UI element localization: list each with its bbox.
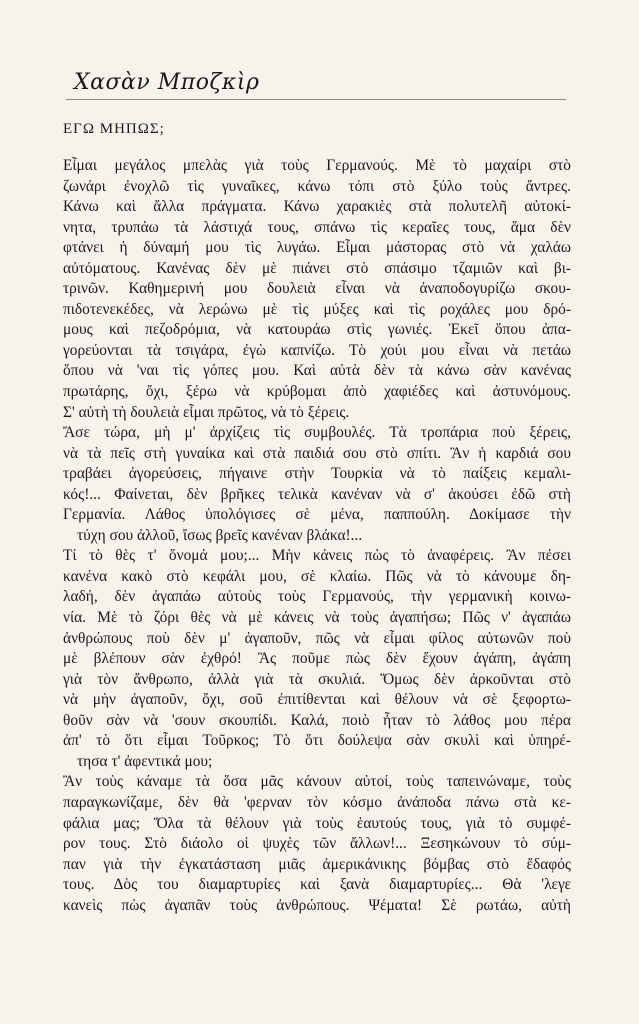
- text-line: Τί τὸ θὲς τ' ὄνομά μου;... Μὴν κάνεις πὼς τὸ ἀναφέρεις. Ἂν πέσει: [63, 547, 571, 565]
- text-line: Ἄσε τώρα, μὴ μ' ἀρχίζεις τὶς συμβουλές. Τὰ τροπάρια ποὺ ξέρεις,: [63, 424, 571, 442]
- text-line: νὰ μὴν ἀγαποῦν, ὄχι, σοῦ ἐπιτίθενται καὶ θέλουν νὰ σὲ ξεφορτω-: [63, 691, 571, 709]
- text-line: πρωτάρης, ὄχι, ξέρω νὰ κρύβομαι ἀπὸ χαφιέδες καὶ ἀστυνόμους.: [63, 383, 571, 401]
- text-line: Ἂν τοὺς κάναμε τὰ ὅσα μᾶς κάνουν αὐτοί, τοὺς ταπεινώναμε, τοὺς: [63, 773, 571, 791]
- text-line: πιδοτενεκέδες, νὰ λερώνω μὲ τὶς μύξες καὶ τὶς ροχάλες μου δρό-: [63, 300, 571, 318]
- text-line: νητα, τρυπάω τὰ λάστιχά τους, σπάνω τὶς κεραῖες τους, ἅμα δὲν: [63, 218, 571, 236]
- text-line: μους καὶ πεζοδρόμια, νὰ κατουράω στὶς γωνιές. Ἐκεῖ ὅπου ἀπα-: [63, 321, 571, 339]
- text-line: Κάνω καὶ ἄλλα πράγματα. Κάνω χαρακιὲς στὰ πολυτελῆ αὐτοκί-: [63, 198, 571, 216]
- text-line: φάλια μας; Ὅλα τὰ θέλουν γιὰ τοὺς ἑαυτούς τους, γιὰ τὸ συμφέ-: [63, 814, 571, 832]
- text-line: παραγκωνίζαμε, δὲν θὰ 'φερναν τὸν κόσμο ἀνάποδα πάνω στὰ κε-: [63, 793, 571, 811]
- text-line: ὅπου νὰ 'ναι τὶς γόπες μου. Καὶ αὐτὰ δὲν τὰ κάνω σὰν κανένας: [63, 362, 571, 380]
- text-line: ἀπ' τὸ ὅτι εἶμαι Τοῦρκος; Τὸ ὅτι δούλεψα σὰν σκυλὶ καὶ ὑπηρέ-: [63, 732, 571, 750]
- text-line: παν γιὰ τὴν ἐγκατάσταση μιᾶς ἀμερικάνικης βόμβας στὸ ἔδαφός: [63, 855, 571, 873]
- running-header-author: Χασὰν Μποζκὶρ: [74, 70, 260, 95]
- text-line: νὰ τὰ πεῖς στὴ γυναίκα καὶ στὰ παιδιά σου στὸ σπίτι. Ἂν ἡ καρδιά σου: [63, 444, 571, 462]
- text-line: κανένα κακὸ στὸ κεφάλι μου, σὲ κλαίω. Πῶς νὰ τὸ κάνουμε δη-: [63, 567, 571, 585]
- text-line: ζωνάρι ἐνοχλῶ τὶς γυναῖκες, κάνω τόπι στὸ ξύλο τοὺς ἄντρες.: [63, 177, 571, 195]
- text-line: τρινῶν. Καθημερινή μου δουλειὰ εἶναι νὰ ἀναποδογυρίζω σκου-: [63, 280, 571, 298]
- text-line: θοῦν σὰν νὰ 'σουν σκουπίδι. Καλά, ποιὸ ἦταν τὸ λάθος μου πέρα: [63, 711, 571, 729]
- text-line: τύχη σου ἀλλοῦ, ἴσως βρεῖς κανέναν βλάκα!...: [77, 526, 363, 544]
- text-line: τους. Δὸς του διαμαρτυρίες καὶ ξανὰ διαμαρτυρίες... Θὰ 'λεγε: [63, 876, 571, 894]
- text-line: νία. Μὲ τὸ ζόρι θὲς νὰ μὲ κάνεις νὰ τοὺς ἀγαπήσω; Πῶς ν' ἀγαπάω: [63, 609, 571, 627]
- text-line: φτάνει ἡ δύναμή μου τὶς λυγάω. Εἶμαι μάστορας στὸ νὰ χαλάω: [63, 239, 571, 257]
- text-line: τησα τ' ἀφεντικά μου;: [77, 752, 213, 770]
- section-heading: ΕΓΩ ΜΗΠΩΣ;: [63, 121, 165, 137]
- text-line: γιὰ τὸν ἄνθρωπο, ἀλλὰ γιὰ τὰ σκυλιά. Ὅμως δὲν ἀρκοῦνται στὸ: [63, 670, 571, 688]
- text-line: ρον τους. Στὸ διάολο οἱ ψυχὲς τῶν ἄλλων!... Ξεσηκώνουν τὸ σύμ-: [63, 835, 571, 853]
- text-line: τραβάει ἀγορεύσεις, πήγαινε στὴν Τουρκία νὰ τὸ παίξεις κεμαλι-: [63, 465, 571, 483]
- text-line: ἀνθρώπους ποὺ δὲν μ' ἀγαποῦν, πῶς νὰ εἶμαι φίλος αὐτωνῶν ποὺ: [63, 629, 571, 647]
- text-line: Σ' αὐτὴ τὴ δουλειὰ εἶμαι πρῶτος, νὰ τὸ ξέρεις.: [63, 403, 350, 421]
- text-line: κός!... Φαίνεται, δὲν βρῆκες τελικὰ κανέναν νὰ σ' ἀκούσει ἐδῶ στὴ: [63, 485, 571, 503]
- header-rule: [66, 99, 566, 100]
- text-line: αὐτόματους. Κανένας δὲν μὲ πιάνει στὸ σπάσιμο τζαμιῶν καὶ βι-: [63, 259, 571, 277]
- text-line: Εἶμαι μεγάλος μπελὰς γιὰ τοὺς Γερμανούς. Μὲ τὸ μαχαίρι στὸ: [63, 157, 571, 174]
- text-line: λαδή, δὲν ἀγαπάω αὐτοὺς τοὺς Γερμανούς, τὴν γερμανικὴ κοινω-: [63, 588, 571, 606]
- text-line: γορεύονται τὰ τσιγάρα, ἐγὼ καπνίζω. Τὸ χούι μου εἶναι νὰ πετάω: [63, 341, 571, 359]
- text-line: μὲ βλέπουν σὰν ἐχθρό! Ἂς ποῦμε πὼς δὲν ἔχουν ἀγάπη, ἀγάπη: [63, 650, 571, 668]
- text-line: κανεὶς πὼς ἀγαπᾶν τοὺς ἀνθρώπους. Ψέματα! Σὲ ρωτάω, αὐτὴ: [63, 896, 571, 914]
- body-text: [63, 156, 571, 916]
- text-line: Γερμανία. Λάθος ὑπολόγισες σὲ μένα, παππούλη. Δοκίμασε τὴν: [63, 506, 571, 524]
